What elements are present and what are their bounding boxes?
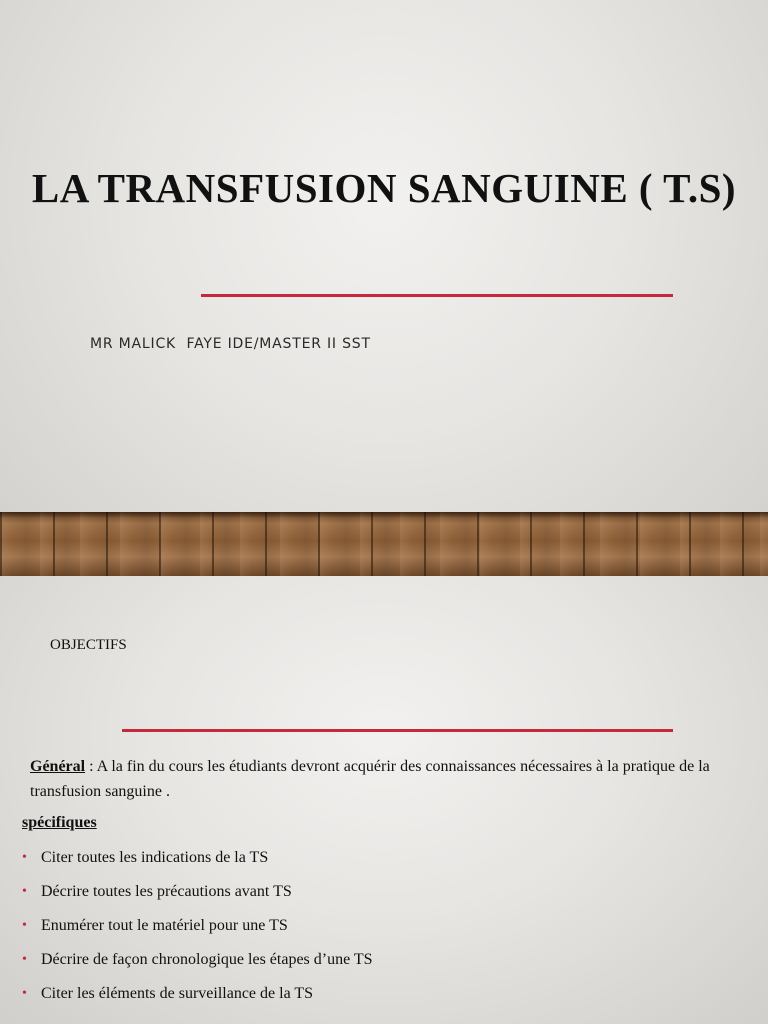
specific-objectives-list — [22, 846, 373, 1016]
title-accent-line — [201, 294, 673, 297]
bullet-icon: • — [22, 884, 27, 899]
specific-objectives-heading: spécifiques — [22, 814, 97, 831]
list-item-text: Citer toutes les indications de la TS — [41, 849, 269, 866]
general-objective — [30, 754, 710, 804]
list-item-text: Citer les éléments de surveillance de la TS — [41, 985, 314, 1002]
list-item-text: Décrire de façon chronologique les étapes d’une TS — [41, 951, 373, 968]
slide-subtitle: MR MALICK FAYE IDE/MASTER II SST — [90, 336, 371, 352]
list-item — [22, 982, 373, 1016]
slide-title: LA TRANSFUSION SANGUINE ( T.S) — [31, 165, 737, 211]
objectives-accent-line — [122, 729, 673, 732]
list-item-text: Enumérer tout le matériel pour une TS — [41, 917, 288, 934]
bullet-icon: • — [22, 952, 27, 967]
bullet-icon: • — [22, 918, 27, 933]
objectives-heading: OBJECTIFS — [50, 637, 127, 653]
list-item — [22, 880, 373, 914]
objectives-slide — [0, 576, 768, 1024]
general-label: Général — [30, 758, 86, 775]
wood-floor-decoration — [0, 512, 768, 576]
floor-shadow — [0, 512, 768, 518]
bullet-icon: • — [22, 850, 27, 865]
list-item-text: Décrire toutes les précautions avant TS — [41, 883, 292, 900]
list-item — [22, 846, 373, 880]
bullet-icon: • — [22, 986, 27, 1001]
list-item — [22, 948, 373, 982]
list-item — [22, 914, 373, 948]
general-text: : A la fin du cours les étudiants devront acquérir des connaissances nécessaires à la pratique de la transfusion sanguine . — [30, 758, 710, 800]
